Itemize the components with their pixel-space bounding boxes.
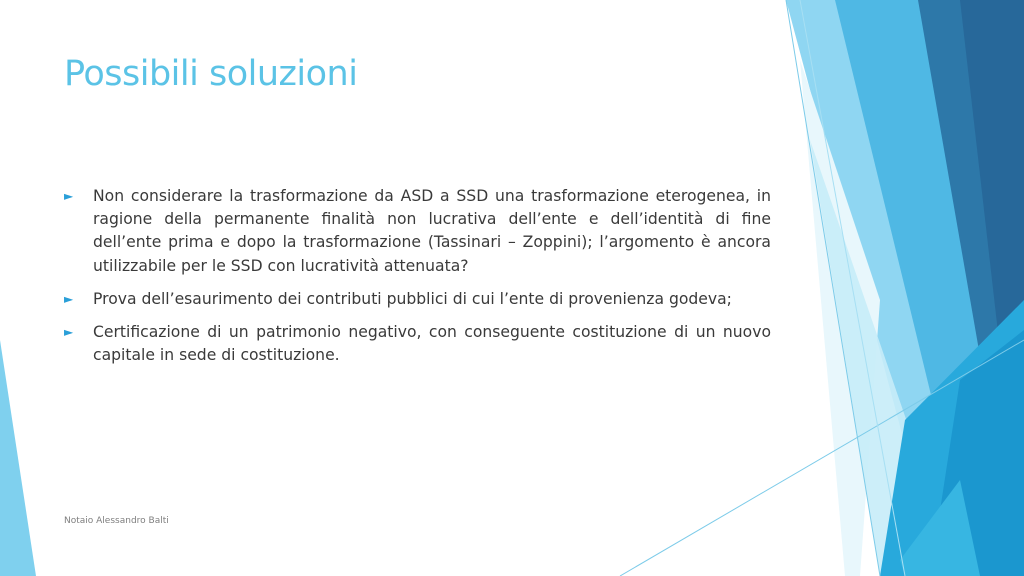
list-item (64, 321, 771, 367)
bullet-arrow-icon: ► (64, 189, 74, 203)
footer-author: Notaio Alessandro Balti (64, 516, 169, 526)
bullet-arrow-icon: ► (64, 325, 74, 340)
list-item (64, 185, 771, 278)
list-item (64, 288, 771, 311)
bullet-arrow-icon: ► (64, 291, 74, 306)
bullet-text: Certificazione di un patrimonio negativo, con conseguente costituzione di un nuovo capitale in sede di costituzione. (93, 323, 771, 365)
bullet-text: Non considerare la trasformazione da ASD a SSD una trasformazione eterogenea, in ragione della permanente finalità non lucrativa dell’ente e dell’identità di fine dell’ente prima e dopo la trasformazione (Tassinari – Zoppini); l’argomento è ancora utilizzabile per le SSD con lucratività attenuata? (93, 187, 771, 275)
bullet-text: Prova dell’esaurimento dei contributi pubblici di cui l’ente di provenienza godeva; (93, 289, 732, 308)
page-title: Possibili soluzioni (64, 54, 358, 94)
bullet-list (64, 185, 771, 377)
left-accent-shape (0, 340, 36, 576)
